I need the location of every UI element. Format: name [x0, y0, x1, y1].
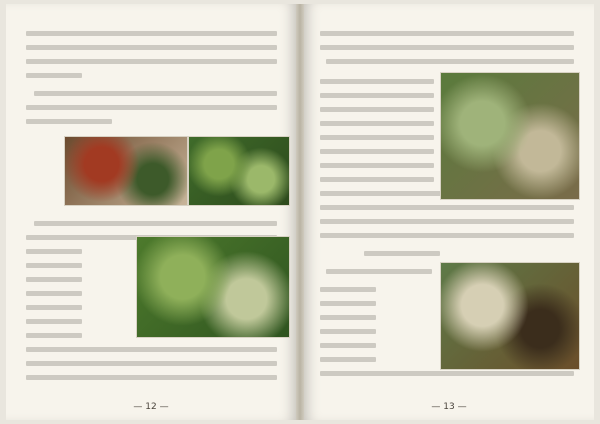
left-page-number: — 12 —	[133, 402, 169, 412]
text-line	[320, 354, 380, 365]
illegible-text-placeholder	[26, 45, 277, 50]
illegible-text-placeholder	[320, 329, 376, 334]
illegible-text-placeholder	[26, 347, 277, 352]
illegible-text-placeholder	[26, 319, 82, 324]
text-line	[26, 246, 86, 257]
text-line	[26, 344, 281, 355]
text-line	[26, 358, 281, 369]
text-line	[26, 372, 281, 383]
text-line	[320, 118, 438, 129]
illegible-text-placeholder	[320, 315, 376, 320]
right-page-number: — 13 —	[431, 402, 467, 412]
text-line	[320, 132, 438, 143]
illegible-text-placeholder	[34, 221, 277, 226]
illegible-text-placeholder	[26, 291, 82, 296]
text-line	[320, 312, 380, 323]
crop-photo	[188, 136, 290, 206]
text-line	[320, 298, 380, 309]
crop-photo	[440, 262, 580, 370]
illegible-text-placeholder	[26, 361, 277, 366]
text-line	[320, 146, 438, 157]
text-line	[320, 28, 578, 39]
text-line	[320, 202, 578, 213]
illegible-text-placeholder	[26, 333, 82, 338]
illegible-text-placeholder	[320, 177, 434, 182]
illegible-text-placeholder	[320, 233, 574, 238]
text-line	[320, 284, 380, 295]
illegible-text-placeholder	[320, 45, 574, 50]
text-line	[326, 266, 436, 277]
illegible-text-placeholder	[326, 59, 574, 64]
text-line	[34, 218, 281, 229]
text-line	[26, 302, 86, 313]
illegible-text-placeholder	[326, 269, 432, 274]
crop-photo	[440, 72, 580, 200]
illegible-text-placeholder	[320, 93, 434, 98]
illegible-text-placeholder	[26, 31, 277, 36]
illegible-text-placeholder	[26, 277, 82, 282]
text-line	[320, 160, 438, 171]
text-line	[26, 274, 86, 285]
illegible-text-placeholder	[320, 219, 574, 224]
illegible-text-placeholder	[320, 121, 434, 126]
illegible-text-placeholder	[320, 205, 574, 210]
text-line	[320, 326, 380, 337]
illegible-text-placeholder	[26, 249, 82, 254]
text-line	[26, 260, 86, 271]
crop-photo	[64, 136, 188, 206]
text-line	[320, 340, 380, 351]
illegible-text-placeholder	[34, 91, 277, 96]
illegible-text-placeholder	[320, 163, 434, 168]
text-line	[26, 288, 86, 299]
text-line	[26, 28, 281, 39]
text-line	[320, 104, 438, 115]
illegible-text-placeholder	[26, 119, 112, 124]
text-line	[320, 90, 438, 101]
illegible-text-placeholder	[320, 135, 434, 140]
text-line	[320, 42, 578, 53]
text-line	[26, 330, 86, 341]
illegible-text-placeholder	[320, 107, 434, 112]
text-line	[320, 230, 578, 241]
text-line	[34, 88, 281, 99]
illegible-text-placeholder	[364, 251, 440, 256]
illegible-text-placeholder	[320, 287, 376, 292]
text-line	[326, 56, 578, 67]
text-line	[364, 248, 444, 259]
text-line	[26, 56, 281, 67]
text-line	[26, 316, 86, 327]
illegible-text-placeholder	[320, 371, 574, 376]
illegible-text-placeholder	[320, 343, 376, 348]
illegible-text-placeholder	[26, 375, 277, 380]
illegible-text-placeholder	[26, 305, 82, 310]
illegible-text-placeholder	[26, 73, 82, 78]
text-line	[26, 116, 116, 127]
illegible-text-placeholder	[320, 149, 434, 154]
text-line	[320, 174, 438, 185]
illegible-text-placeholder	[320, 301, 376, 306]
illegible-text-placeholder	[26, 263, 82, 268]
text-line	[320, 76, 438, 87]
left-page	[6, 4, 296, 420]
crop-photo	[136, 236, 290, 338]
spine-gutter	[296, 4, 304, 420]
illegible-text-placeholder	[320, 79, 434, 84]
illegible-text-placeholder	[320, 357, 376, 362]
illegible-text-placeholder	[26, 59, 277, 64]
text-line	[26, 102, 281, 113]
text-line	[26, 70, 86, 81]
illegible-text-placeholder	[320, 31, 574, 36]
right-page	[304, 4, 594, 420]
illegible-text-placeholder	[26, 105, 277, 110]
text-line	[320, 216, 578, 227]
text-line	[26, 42, 281, 53]
